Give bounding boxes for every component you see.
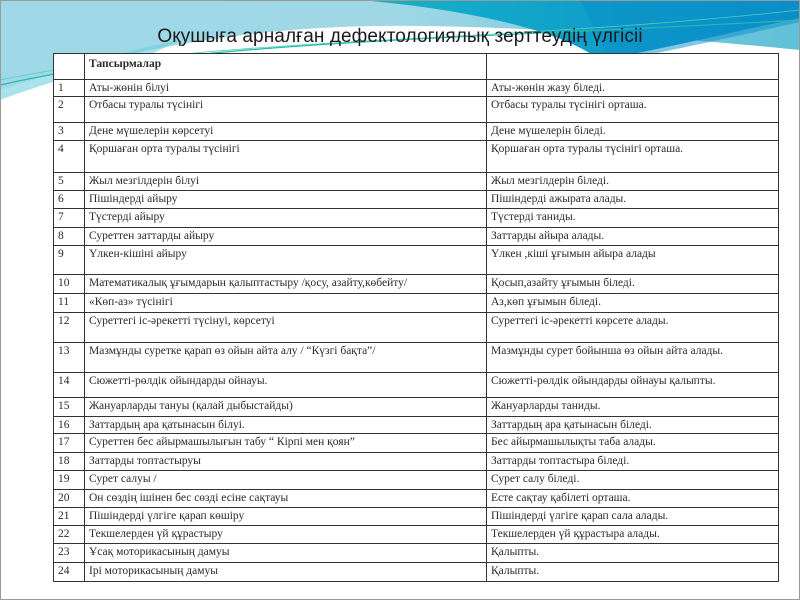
table-row	[54, 275, 779, 294]
result-cell: Аты-жөнін жазу біледі.	[487, 80, 779, 97]
result-cell: Түстерді таниды.	[487, 209, 779, 228]
table-row	[54, 123, 779, 141]
table-row	[54, 490, 779, 508]
table-row	[54, 313, 779, 343]
task-cell: Жануарларды тануы (қалай дыбыстайды)	[85, 398, 487, 417]
result-cell: Отбасы туралы түсінігі орташа.	[487, 97, 779, 123]
row-number: 13	[54, 343, 85, 373]
result-cell: Текшелерден үй құрастыра алады.	[487, 526, 779, 544]
header-task-cell: Тапсырмалар	[85, 54, 487, 80]
row-number: 1	[54, 80, 85, 97]
result-cell: Заттарды топтастыра біледі.	[487, 453, 779, 471]
row-number: 17	[54, 434, 85, 453]
result-cell: Мазмұнды сурет бойынша өз ойын айта алады.	[487, 343, 779, 373]
task-cell: Отбасы туралы түсінігі	[85, 97, 487, 123]
task-cell: «Көп-аз» түсінігі	[85, 294, 487, 313]
result-cell: Есте сақтау қабілеті орташа.	[487, 490, 779, 508]
table-row	[54, 453, 779, 471]
task-cell: Суреттен бес айырмашылығын табу “ Кірпі мен қоян”	[85, 434, 487, 453]
row-number: 24	[54, 563, 85, 582]
task-cell: Дене мүшелерін көрсетуі	[85, 123, 487, 141]
row-number: 12	[54, 313, 85, 343]
table-row	[54, 471, 779, 490]
row-number: 15	[54, 398, 85, 417]
table-row	[54, 191, 779, 209]
table-row	[54, 97, 779, 123]
table-row	[54, 246, 779, 275]
header-result-cell	[487, 54, 779, 80]
table-row	[54, 544, 779, 563]
row-number: 10	[54, 275, 85, 294]
result-cell: Жануарларды таниды.	[487, 398, 779, 417]
task-cell: Заттарды топтастыруы	[85, 453, 487, 471]
row-number: 8	[54, 228, 85, 246]
table-row	[54, 398, 779, 417]
row-number: 6	[54, 191, 85, 209]
row-number: 9	[54, 246, 85, 275]
row-number: 23	[54, 544, 85, 563]
task-cell: Он сөздің ішінен бес сөзді есіне сақтауы	[85, 490, 487, 508]
task-cell: Жыл мезгілдерін білуі	[85, 173, 487, 191]
table-row	[54, 563, 779, 582]
task-cell: Мазмұнды суретке қарап өз ойын айта алу / “Күзгі бақта”/	[85, 343, 487, 373]
result-cell: Заттарды айыра алады.	[487, 228, 779, 246]
result-cell: Заттардың ара қатынасын біледі.	[487, 417, 779, 434]
result-cell: Дене мүшелерін біледі.	[487, 123, 779, 141]
table-row	[54, 508, 779, 526]
row-number: 2	[54, 97, 85, 123]
result-cell: Пішіндерді ажырата алады.	[487, 191, 779, 209]
task-cell: Суреттегі іс-әрекетті түсінуі, көрсетуі	[85, 313, 487, 343]
task-cell: Түстерді айыру	[85, 209, 487, 228]
table-row	[54, 373, 779, 398]
assessment-table	[53, 53, 779, 582]
task-cell: Пішіндерді үлгіге қарап көшіру	[85, 508, 487, 526]
row-number: 3	[54, 123, 85, 141]
header-num-cell	[54, 54, 85, 80]
task-cell: Пішіндерді айыру	[85, 191, 487, 209]
result-cell: Қалыпты.	[487, 544, 779, 563]
row-number: 20	[54, 490, 85, 508]
row-number: 14	[54, 373, 85, 398]
table-header-row	[54, 54, 779, 80]
row-number: 4	[54, 141, 85, 173]
result-cell: Аз,көп ұғымын біледі.	[487, 294, 779, 313]
table-row	[54, 173, 779, 191]
task-cell: Қоршаған орта туралы түсінігі	[85, 141, 487, 173]
row-number: 5	[54, 173, 85, 191]
table-row	[54, 80, 779, 97]
table-row	[54, 294, 779, 313]
result-cell: Сурет салу біледі.	[487, 471, 779, 490]
task-cell: Ұсақ моторикасының дамуы	[85, 544, 487, 563]
row-number: 7	[54, 209, 85, 228]
row-number: 11	[54, 294, 85, 313]
task-cell: Текшелерден үй құрастыру	[85, 526, 487, 544]
result-cell: Қоршаған орта туралы түсінігі орташа.	[487, 141, 779, 173]
task-cell: Ірі моторикасының дамуы	[85, 563, 487, 582]
row-number: 21	[54, 508, 85, 526]
result-cell: Бес айырмашылықты таба алады.	[487, 434, 779, 453]
result-cell: Суреттегі іс-әрекетті көрсете алады.	[487, 313, 779, 343]
row-number: 18	[54, 453, 85, 471]
result-cell: Сюжетті-рөлдік ойындарды ойнауы қалыпты.	[487, 373, 779, 398]
result-cell: Қалыпты.	[487, 563, 779, 582]
task-cell: Сюжетті-рөлдік ойындарды ойнауы.	[85, 373, 487, 398]
table-row	[54, 141, 779, 173]
row-number: 16	[54, 417, 85, 434]
row-number: 19	[54, 471, 85, 490]
table-row	[54, 434, 779, 453]
result-cell: Пішіндерді үлгіге қарап сала алады.	[487, 508, 779, 526]
task-cell: Үлкен-кішіні айыру	[85, 246, 487, 275]
task-cell: Математикалық ұғымдарын қалыптастыру /қосу, азайту,көбейту/	[85, 275, 487, 294]
table-row	[54, 526, 779, 544]
row-number: 22	[54, 526, 85, 544]
task-cell: Сурет салуы /	[85, 471, 487, 490]
result-cell: Жыл мезгілдерін біледі.	[487, 173, 779, 191]
table-row	[54, 417, 779, 434]
slide-title: Оқушыға арналған дефектологиялық зерттеудің үлгісіі	[157, 26, 643, 47]
table-row	[54, 209, 779, 228]
table-row	[54, 228, 779, 246]
task-cell: Аты-жөнін білуі	[85, 80, 487, 97]
task-cell: Суреттен заттарды айыру	[85, 228, 487, 246]
result-cell: Қосып,азайту ұғымын біледі.	[487, 275, 779, 294]
table-row	[54, 343, 779, 373]
task-cell: Заттардың ара қатынасын білуі.	[85, 417, 487, 434]
result-cell: Үлкен ,кіші ұғымын айыра алады	[487, 246, 779, 275]
